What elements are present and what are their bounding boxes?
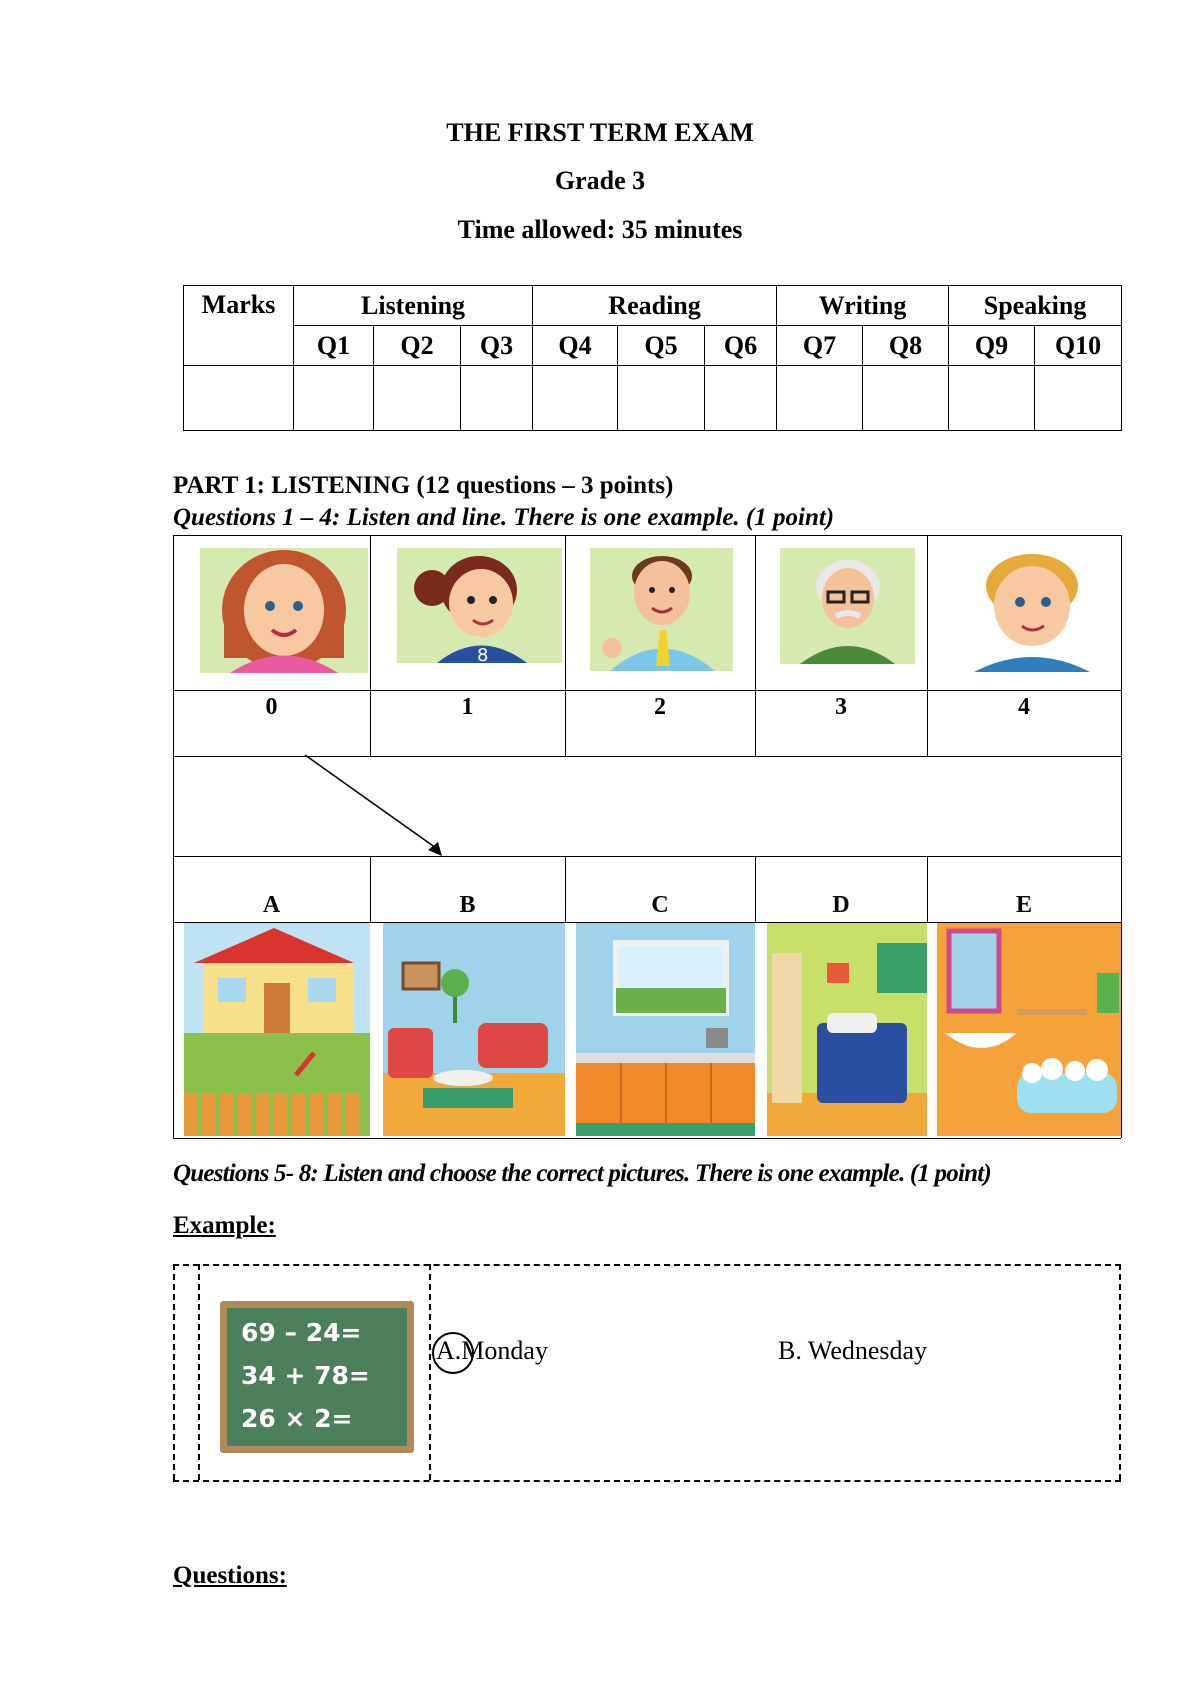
q7-header: Q7 bbox=[777, 326, 863, 366]
q5-score-cell[interactable] bbox=[618, 366, 705, 431]
example-label: Example: bbox=[173, 1212, 276, 1239]
exam-title: THE FIRST TERM EXAM bbox=[446, 118, 754, 147]
option-a-text: Monday bbox=[461, 1336, 548, 1365]
bathroom-picture bbox=[937, 923, 1121, 1136]
q1-4-instruction: Questions 1 – 4: Listen and line. There is one example. (1 point) bbox=[173, 504, 835, 531]
option-a[interactable] bbox=[436, 1336, 548, 1366]
q6-score-cell[interactable] bbox=[705, 366, 777, 431]
selected-answer-circle bbox=[432, 1332, 474, 1374]
board-line-3: 26 × 2= bbox=[241, 1404, 353, 1433]
mother-picture bbox=[200, 548, 368, 673]
boy-picture bbox=[952, 546, 1110, 672]
q4-header: Q4 bbox=[533, 326, 618, 366]
q8-score-cell[interactable] bbox=[863, 366, 949, 431]
q2-header: Q2 bbox=[374, 326, 461, 366]
living-room-picture bbox=[383, 923, 565, 1136]
option-b[interactable]: B. Wednesday bbox=[778, 1336, 928, 1365]
q10-header: Q10 bbox=[1035, 326, 1122, 366]
marks-header: Marks bbox=[184, 286, 294, 366]
number-3: 3 bbox=[835, 694, 847, 720]
q9-score-cell[interactable] bbox=[949, 366, 1035, 431]
time-allowed: Time allowed: 35 minutes bbox=[457, 215, 743, 244]
q7-score-cell[interactable] bbox=[777, 366, 863, 431]
letter-a: A bbox=[262, 892, 281, 918]
bedroom-picture bbox=[767, 923, 927, 1136]
letter-c: C bbox=[651, 892, 669, 918]
example-match-arrow bbox=[300, 750, 450, 860]
letter-e: E bbox=[1015, 892, 1032, 918]
board-line-1: 69 – 24= bbox=[241, 1318, 362, 1347]
board-line-2: 34 + 78= bbox=[241, 1361, 370, 1390]
number-0: 0 bbox=[265, 694, 278, 720]
girl-picture bbox=[397, 548, 562, 663]
letter-d: D bbox=[832, 892, 850, 918]
grade-label: Grade 3 bbox=[554, 166, 646, 195]
number-2: 2 bbox=[654, 694, 666, 720]
svg-text:8: 8 bbox=[477, 645, 489, 663]
option-a-letter: A. bbox=[436, 1336, 462, 1365]
speaking-header: Speaking bbox=[949, 286, 1122, 326]
kitchen-picture bbox=[576, 923, 755, 1136]
chalkboard-picture bbox=[220, 1301, 414, 1453]
q10-score-cell[interactable] bbox=[1035, 366, 1122, 431]
number-1: 1 bbox=[461, 694, 474, 720]
house-garden-picture bbox=[184, 923, 370, 1136]
questions-label: Questions: bbox=[173, 1562, 287, 1589]
q5-8-instruction: Questions 5- 8: Listen and choose the correct pictures. There is one example. (1 point) bbox=[173, 1160, 991, 1187]
q3-score-cell[interactable] bbox=[461, 366, 533, 431]
reading-header: Reading bbox=[533, 286, 777, 326]
listening-header: Listening bbox=[294, 286, 533, 326]
q6-header: Q6 bbox=[705, 326, 777, 366]
marks-table bbox=[183, 285, 1122, 431]
q8-header: Q8 bbox=[863, 326, 949, 366]
grandfather-picture bbox=[780, 548, 915, 664]
q4-score-cell[interactable] bbox=[533, 366, 618, 431]
marks-cell[interactable] bbox=[184, 366, 294, 431]
writing-header: Writing bbox=[777, 286, 949, 326]
q5-header: Q5 bbox=[618, 326, 705, 366]
part1-heading: PART 1: LISTENING (12 questions – 3 points) bbox=[173, 472, 674, 499]
man-picture bbox=[590, 548, 733, 671]
q1-header: Q1 bbox=[294, 326, 374, 366]
letter-b: B bbox=[459, 892, 476, 918]
q9-header: Q9 bbox=[949, 326, 1035, 366]
number-4: 4 bbox=[1018, 694, 1030, 720]
q3-header: Q3 bbox=[461, 326, 533, 366]
q1-score-cell[interactable] bbox=[294, 366, 374, 431]
q2-score-cell[interactable] bbox=[374, 366, 461, 431]
